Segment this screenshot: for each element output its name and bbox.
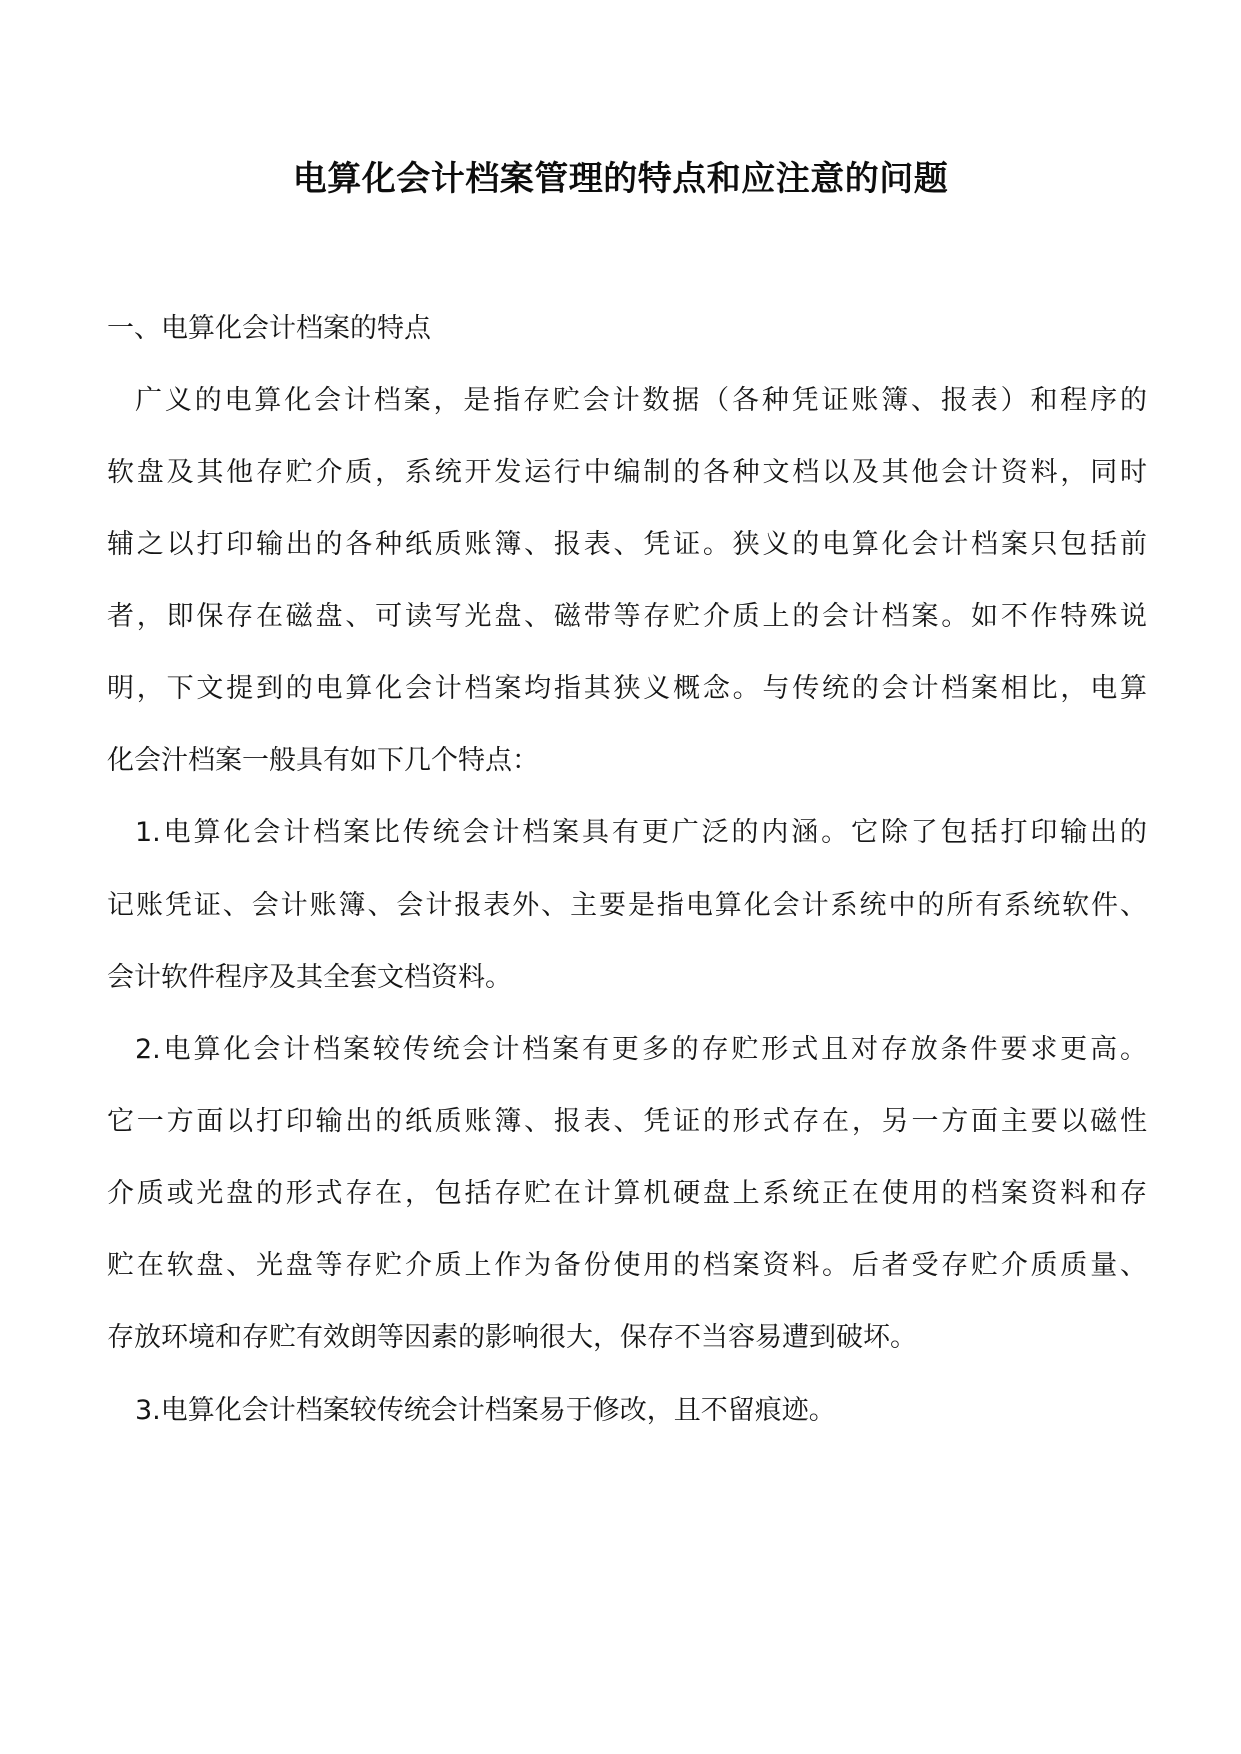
list-item-2-line: 介质或光盘的形式存在，包括存贮在计算机硬盘上系统正在使用的档案资料和存 xyxy=(107,1178,1147,1209)
document-title: 电算化会计档案管理的特点和应注意的问题 xyxy=(292,159,949,199)
list-item-2-line: 贮在软盘、光盘等存贮介质上作为备份使用的档案资料。后者受存贮介质质量、 xyxy=(107,1250,1147,1281)
list-item-2-line: 存放环境和存贮有效朗等因素的影响很大，保存不当容易遭到破坏。 xyxy=(107,1322,917,1353)
list-item-1-line: 会计软件程序及其全套文档资料。 xyxy=(107,962,512,993)
paragraph-line: 广义的电算化会计档案，是指存贮会计数据（各种凭证账簿、报表）和程序的 xyxy=(135,385,1147,416)
paragraph-line: 软盘及其他存贮介质，系统开发运行中编制的各种文档以及其他会计资料，同时 xyxy=(107,457,1147,488)
list-item-2-line: 2.电算化会计档案较传统会计档案有更多的存贮形式且对存放条件要求更高。 xyxy=(135,1034,1147,1065)
list-item-1-line: 1.电算化会计档案比传统会计档案具有更广泛的内涵。它除了包括打印输出的 xyxy=(135,817,1147,848)
section-heading-1: 一、电算化会计档案的特点 xyxy=(107,313,431,344)
paragraph-line: 者，即保存在磁盘、可读写光盘、磁带等存贮介质上的会计档案。如不作特殊说 xyxy=(107,601,1147,632)
paragraph-line: 明，下文提到的电算化会计档案均指其狭义概念。与传统的会计档案相比，电算 xyxy=(107,673,1147,704)
paragraph-line: 化会汁档案一般具有如下几个特点： xyxy=(107,745,539,776)
list-item-3-line: 3.电算化会计档案较传统会计档案易于修改，且不留痕迹。 xyxy=(135,1395,836,1426)
list-item-1-line: 记账凭证、会计账簿、会计报表外、主要是指电算化会计系统中的所有系统软件、 xyxy=(107,890,1147,921)
paragraph-line: 辅之以打印输出的各种纸质账簿、报表、凭证。狭义的电算化会计档案只包括前 xyxy=(107,529,1147,560)
list-item-2-line: 它一方面以打印输出的纸质账簿、报表、凭证的形式存在，另一方面主要以磁性 xyxy=(107,1106,1147,1137)
